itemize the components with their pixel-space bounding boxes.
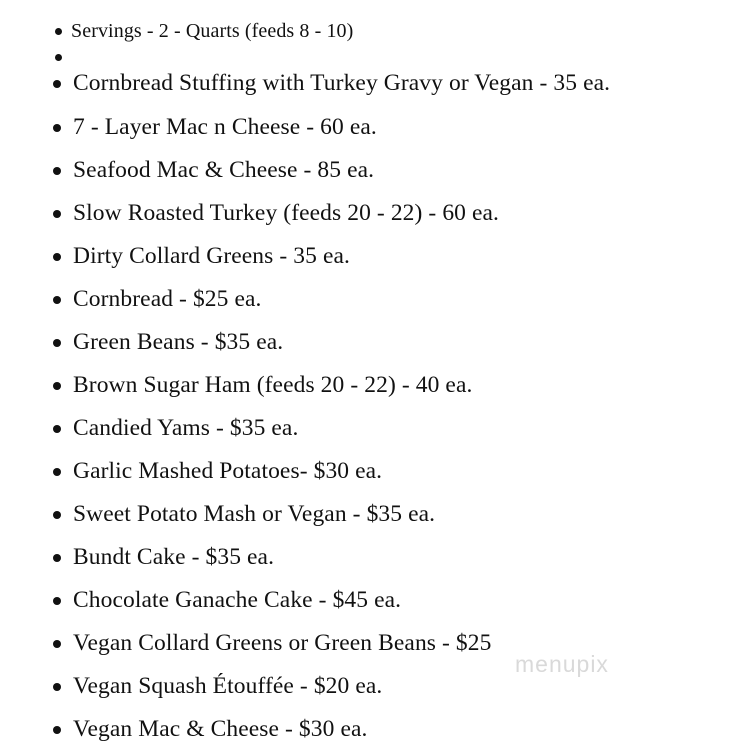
bullet-icon bbox=[53, 382, 61, 390]
list-item bbox=[0, 153, 740, 193]
list-item bbox=[0, 110, 740, 150]
item-text: Cornbread Stuffing with Turkey Gravy or Vegan - 35 ea. bbox=[73, 70, 611, 96]
item-text: Seafood Mac & Cheese - 85 ea. bbox=[73, 157, 375, 183]
bullet-icon bbox=[53, 425, 61, 433]
bullet-icon bbox=[53, 683, 61, 691]
list-item bbox=[0, 712, 740, 752]
bullet-icon bbox=[55, 54, 62, 61]
bullet-icon bbox=[53, 597, 61, 605]
item-text: Bundt Cake - $35 ea. bbox=[73, 544, 275, 570]
item-text: Servings - 2 - Quarts (feeds 8 - 10) bbox=[71, 20, 354, 42]
item-text: Chocolate Ganache Cake - $45 ea. bbox=[73, 587, 402, 613]
list-item bbox=[0, 540, 740, 580]
list-item bbox=[0, 497, 740, 537]
item-text: Vegan Squash Étouffée - $20 ea. bbox=[73, 673, 383, 699]
list-item bbox=[0, 454, 740, 494]
bullet-icon bbox=[53, 210, 61, 218]
item-text: Garlic Mashed Potatoes- $30 ea. bbox=[73, 458, 383, 484]
bullet-icon bbox=[53, 640, 61, 648]
bullet-icon bbox=[53, 726, 61, 734]
bullet-icon bbox=[53, 468, 61, 476]
list-item bbox=[0, 239, 740, 279]
bullet-icon bbox=[53, 253, 61, 261]
bullet-icon bbox=[53, 124, 61, 132]
list-item bbox=[0, 368, 740, 408]
bullet-icon bbox=[53, 80, 61, 88]
item-text: Brown Sugar Ham (feeds 20 - 22) - 40 ea. bbox=[73, 372, 473, 398]
list-item bbox=[0, 196, 740, 236]
list-item bbox=[0, 325, 740, 365]
bullet-icon bbox=[53, 554, 61, 562]
item-text: Vegan Mac & Cheese - $30 ea. bbox=[73, 716, 368, 742]
list-item bbox=[0, 626, 740, 666]
list-item bbox=[0, 583, 740, 623]
list-item bbox=[0, 66, 740, 106]
item-text: Sweet Potato Mash or Vegan - $35 ea. bbox=[73, 501, 436, 527]
bullet-icon bbox=[53, 296, 61, 304]
item-text: Dirty Collard Greens - 35 ea. bbox=[73, 243, 350, 269]
list-item bbox=[0, 669, 740, 709]
bullet-icon bbox=[53, 167, 61, 175]
item-text: 7 - Layer Mac n Cheese - 60 ea. bbox=[73, 114, 377, 140]
list-item bbox=[0, 282, 740, 322]
list-item bbox=[0, 411, 740, 451]
item-text: Vegan Collard Greens or Green Beans - $25 bbox=[73, 630, 492, 656]
item-text: Cornbread - $25 ea. bbox=[73, 286, 262, 312]
item-text: Candied Yams - $35 ea. bbox=[73, 415, 299, 441]
bullet-icon bbox=[53, 339, 61, 347]
bullet-icon bbox=[55, 28, 62, 35]
bullet-icon bbox=[53, 511, 61, 519]
watermark: menupix bbox=[515, 651, 609, 677]
item-text: Green Beans - $35 ea. bbox=[73, 329, 284, 355]
item-text: Slow Roasted Turkey (feeds 20 - 22) - 60 ea. bbox=[73, 200, 500, 226]
